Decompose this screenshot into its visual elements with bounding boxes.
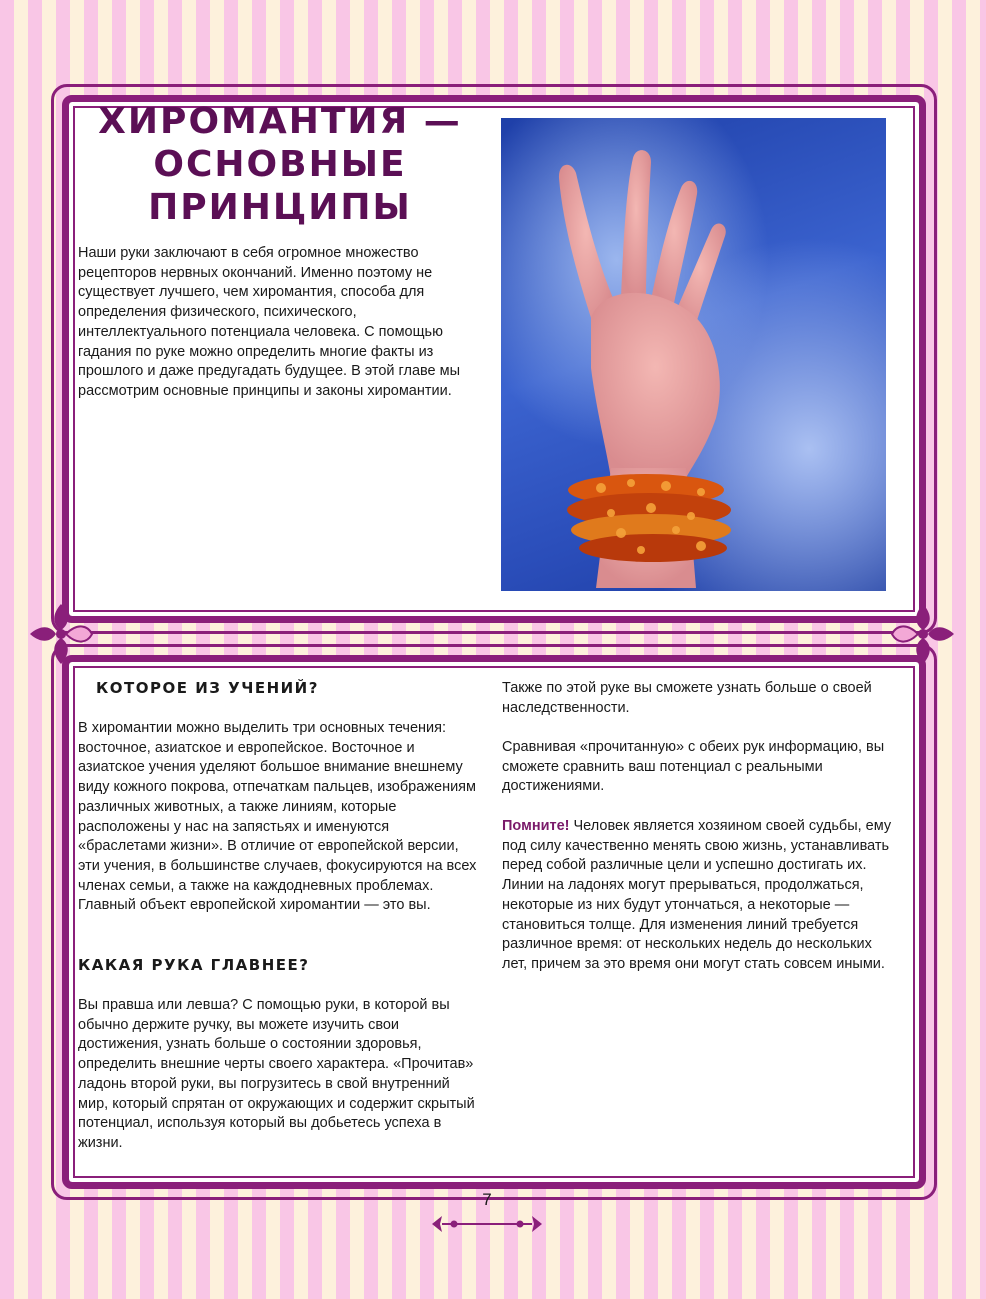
remember-text: Человек является хозяином своей судьбы, ему под силу качественно менять свою жизнь, устанавливать перед собой различные цели и успешно достигать их. Линии на ладонях могут прерываться, продолжаться, некоторые из них будут утончаться, а некоторые — становиться толще. Для изменения линий требуется различное время: от нескольких недель до нескольких лет, причем за это время они могут стать совсем иными.	[502, 818, 892, 972]
page-number: 7	[482, 1190, 492, 1209]
page-title: ХИРОМАНТИЯ — ОСНОВНЫЕ ПРИНЦИПЫ	[98, 101, 462, 228]
right-paragraph-3	[502, 817, 892, 975]
left-ornament-icon	[26, 600, 96, 668]
bottom-divider-icon	[430, 1212, 544, 1236]
section1-heading: КОТОРОЕ ИЗ УЧЕНИЙ?	[96, 679, 319, 697]
right-ornament-icon	[888, 600, 958, 668]
right-paragraph-2: Сравнивая «прочитанную» с обеих рук информацию, вы сможете сравнить ваш потенциал с реальными достижениями.	[502, 739, 885, 795]
hand-photo	[501, 118, 886, 591]
section2-heading: КАКАЯ РУКА ГЛАВНЕЕ?	[78, 956, 310, 974]
section2-text: Вы правша или левша? С помощью руки, в которой вы обычно держите ручку, вы можете изучить свои достижения, узнать больше о состоянии здоровья, определить внешние черты своего характера. «Прочитав» ладонь второй руки, вы погрузитесь в свой внутренний мир, который спрятан от окружающих и содержит скрытый потенциал, используя который вы добьетесь успеха в жизни.	[78, 997, 475, 1151]
intro-paragraph: Наши руки заключают в себя огромное множество рецепторов нервных окончаний. Именно поэтому не существует лучшего, чем хиромантия, способа для определения физического, психического, интеллектуального потенциала человека. С помощью гадания по руке можно определить многие факты из прошлого и даже предугадать будущее. В этой главе мы рассмотрим основные принципы и законы хиромантии.	[78, 245, 461, 399]
remember-label: Помните!	[502, 818, 570, 834]
section1-text: В хиромантии можно выделить три основных течения: восточное, азиатское и европейское. Восточное и азиатское учения уделяют большое внимание внешнему виду кожного покрова, отпечаткам пальцев, изображениям различных животных, а также линиям, которые расположены у нас на запястьях и именуются «браслетами жизни». В отличие от европейской версии, эти учения, в большинстве случаев, фокусируются на всех членах семьи, а также на каждодневных проблемах. Главный объект европейской хиромантии — это вы.	[78, 720, 477, 914]
hand-with-bracelet-icon	[501, 118, 886, 591]
right-paragraph-1: Также по этой руке вы сможете узнать больше о своей наследственности.	[502, 680, 872, 716]
